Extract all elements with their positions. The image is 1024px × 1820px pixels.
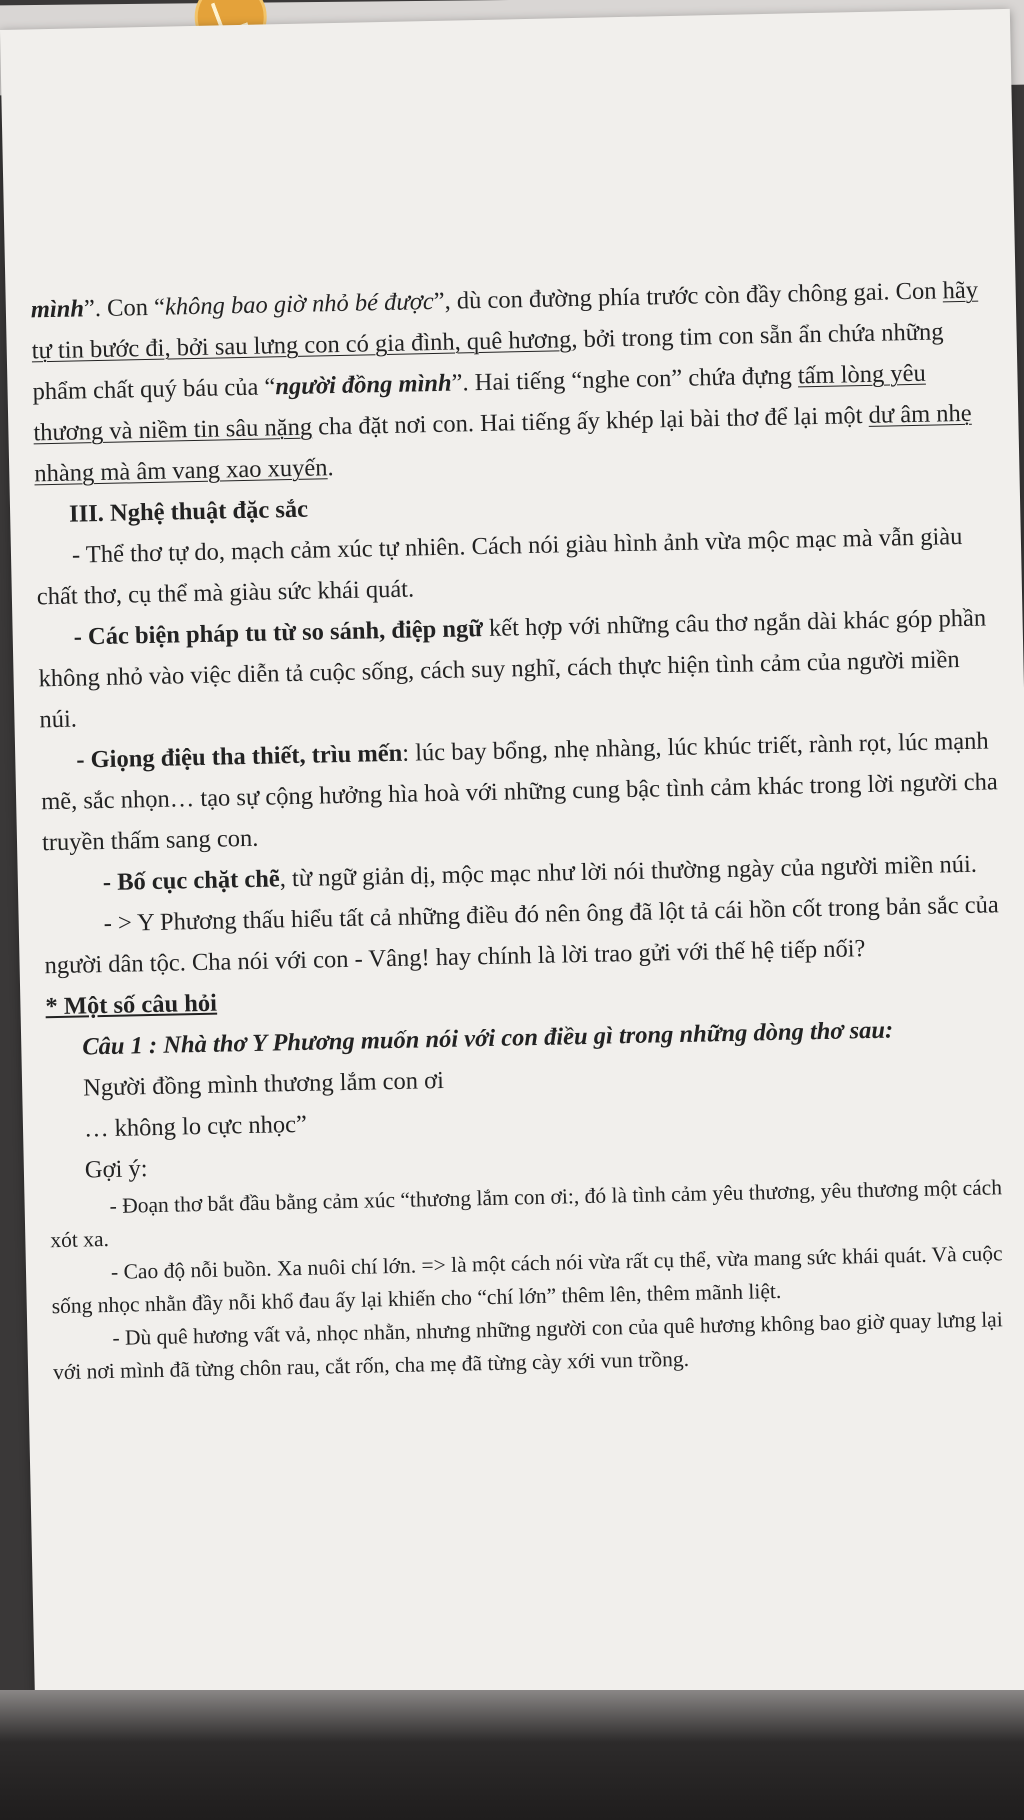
poem-line-2: … không lo cực nhọc”: [83, 1110, 308, 1143]
bold-lead: - Bố cục chặt chẽ: [102, 865, 281, 897]
art-item-1: - Thể thơ tự do, mạch cảm xúc tự nhiên. Cách nói giàu hình ảnh vừa mộc mạc mà vẫn giàu chất thơ, cụ thể mà giàu sức khái quát.: [36, 522, 963, 611]
text-span: ”. Con “: [83, 293, 166, 323]
hint-2: - Cao độ nỗi buồn. Xa nuôi chí lớn. => là một cách nói vừa rất cụ thể, vừa mang sức khái quát. Và cuộc sống nhọc nhằn đầy nỗi khổ đau ấy lại khiến cho “chí lớn” thêm lên, thêm mãnh liệt.: [51, 1241, 1003, 1319]
bottom-shadow: [0, 1690, 1024, 1820]
conclusion-paragraph: - > Y Phương thấu hiểu tất cả những điều đó nên ông đã lột tả cái hồn cốt trong bản sắc của người dân tộc. Cha nói với con - Vâng! hay chính là lời trao gửi với thế hệ tiếp nối?: [44, 891, 999, 980]
bold-lead: - Các biện pháp tu từ so sánh, điệp ngữ: [73, 615, 484, 651]
text-span: ”, dù con đường phía trước còn đầy chông gai. Con: [433, 277, 943, 315]
bold-lead: - Giọng điệu tha thiết, trìu mến: [76, 739, 403, 774]
text-span: cha đặt nơi con. Hai tiếng ấy khép lại bài thơ để lại một: [311, 401, 869, 441]
document-page: [0, 9, 1024, 1730]
questions-heading-text: * Một số câu hỏi: [45, 989, 218, 1021]
underlined-phrase: dư âm nhẹ nhàng mà âm vang xao xuyến: [34, 399, 972, 488]
hint-1: - Đoạn thơ bắt đầu bằng cảm xúc “thương lắm con ơi:, đó là tình cảm yêu thương, yêu thương một cách xót xa.: [50, 1175, 1003, 1253]
art-item-2: [37, 597, 999, 740]
paragraph-conclusion-poem: [30, 269, 994, 494]
underlined-phrase: hãy tự tin bước đi, bởi sau lưng con có gia đình, quê hương: [31, 276, 979, 365]
text-span: ”. Hai tiếng “nghe con” chứa đựng: [451, 362, 799, 397]
text-span: .: [327, 454, 334, 482]
underlined-phrase: tấm lòng yêu thương và niềm tin sâu nặng: [33, 359, 927, 447]
hint-label: Gợi ý:: [84, 1155, 148, 1184]
quote-italic: không bao giờ nhỏ bé được: [164, 287, 434, 321]
page-content: [30, 269, 1013, 1389]
quote-bold-italic: người đồng mình: [275, 369, 452, 401]
text-span: , từ ngữ giản dị, mộc mạc như lời nói thường ngày của người miền núi.: [279, 850, 978, 893]
question-1-title: Câu 1 : Nhà thơ Y Phương muốn nói với con điều gì trong những dòng thơ sau:: [82, 1016, 894, 1061]
text-span: kết hợp với những câu thơ ngắn dài khác góp phần không nhỏ vào việc diễn tả cuộc sống, cách suy nghĩ, cách thực hiện tình cảm của người miền núi.: [38, 604, 987, 734]
poem-line-1: Người đồng mình thương lắm con ơi: [82, 1066, 445, 1102]
art-item-3: [40, 720, 1002, 863]
text-span: , bởi trong tim con sẵn ẩn chứa những phẩm chất quý báu của “: [32, 318, 944, 406]
section-heading: III. Nghệ thuật đặc sắc: [68, 495, 309, 528]
text-span: mình: [30, 295, 85, 324]
hint-3: - Dù quê hương vất vả, nhọc nhằn, nhưng những người con của quê hương không bao giờ quay lưng lại với nơi mình đã từng chôn rau, cắt rốn, cha mẹ đã từng cày xới vun trồng.: [52, 1307, 1003, 1385]
text-span: : lúc bay bổng, nhẹ nhàng, lúc khúc triết, rành rọt, lúc mạnh mẽ, sắc nhọn… tạo sự cộng hưởng hìa hoà với những cung bậc tình cảm khác trong lời người cha truyền thấm sang con.: [40, 727, 999, 857]
